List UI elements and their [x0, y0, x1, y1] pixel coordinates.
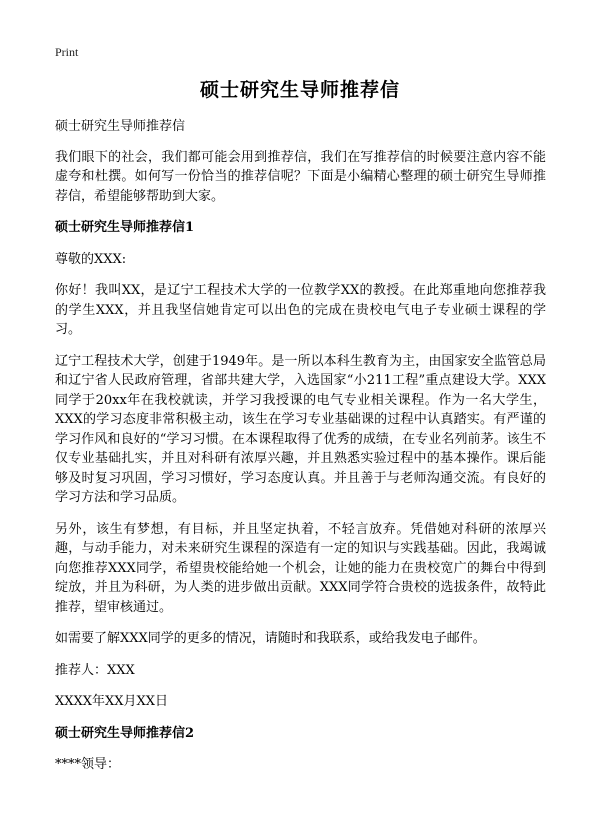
letter1-heading: 硕士研究生导师推荐信1	[55, 220, 195, 235]
document-body	[55, 117, 546, 787]
intro-paragraph: 我们眼下的社会，我们都可能会用到推荐信，我们在写推荐信的时候要注意内容不能虚夸和杜撰。如何写一份恰当的推荐信呢？下面是小编精心整理的硕士研究生导师推荐信，希望能够帮助到大家。	[55, 149, 546, 204]
letter2-salutation: ****领导：	[55, 757, 121, 772]
letter1-paragraph: 辽宁工程技术大学，创建于1949年。是一所以本科生教育为主，由国家安全监管总局和辽宁省人民政府管理，省部共建大学，入选国家“小211工程”重点建设大学。XXX同学于20xx年在我校就读，并学习我授课的电气专业相关课程。作为一名大学生，XXX的学习态度非常积极主动，该生在学习专业基础课的过程中认真踏实。有严谨的学习作风和良好的“学习习惯。在本课程取得了优秀的成绩，在专业名列前茅。该生不仅专业基础扎实，并且对科研有浓厚兴趣，并且熟悉实验过程中的基本操作。课后能够及时复习巩固，学习习惯好，学习态度认真。并且善于与老师沟通交流。有良好的学习方法和学习品质。	[55, 353, 546, 505]
letter1-salutation: 尊敬的XXX:	[55, 251, 127, 267]
document-subtitle: 硕士研究生导师推荐信	[55, 119, 186, 134]
letter1-signature: 推荐人：XXX	[55, 662, 135, 678]
letter1-paragraph: 如需要了解XXX同学的更多的情况，请随时和我联系，或给我发电子邮件。	[55, 631, 486, 646]
print-label: Print	[55, 45, 79, 59]
letter2-heading: 硕士研究生导师推荐信2	[55, 725, 195, 741]
page-title: 硕士研究生导师推荐信	[199, 79, 400, 101]
letter1-paragraph: 你好！我叫XX，是辽宁工程技术大学的一位教学XX的教授。在此郑重地向您推荐我的学生XXX，并且我坚信她肯定可以出色的完成在贵校电气电子专业硕士课程的学习。	[55, 283, 546, 337]
letter1-date: XXXX年XX月XX日	[55, 694, 169, 709]
letter1-paragraph: 另外，该生有梦想，有目标，并且坚定执着，不轻言放弃。凭借她对科研的浓厚兴趣，与动手能力，对未来研究生课程的深造有一定的知识与实践基础。因此，我竭诚向您推荐XXX同学，希望贵校能给她一个机会，让她的能力在贵校宽广的舞台中得到绽放，并且为科研，为人类的进步做出贡献。XXX同学符合贵校的选拔条件，故特此推荐，望审核通过。	[55, 521, 546, 615]
